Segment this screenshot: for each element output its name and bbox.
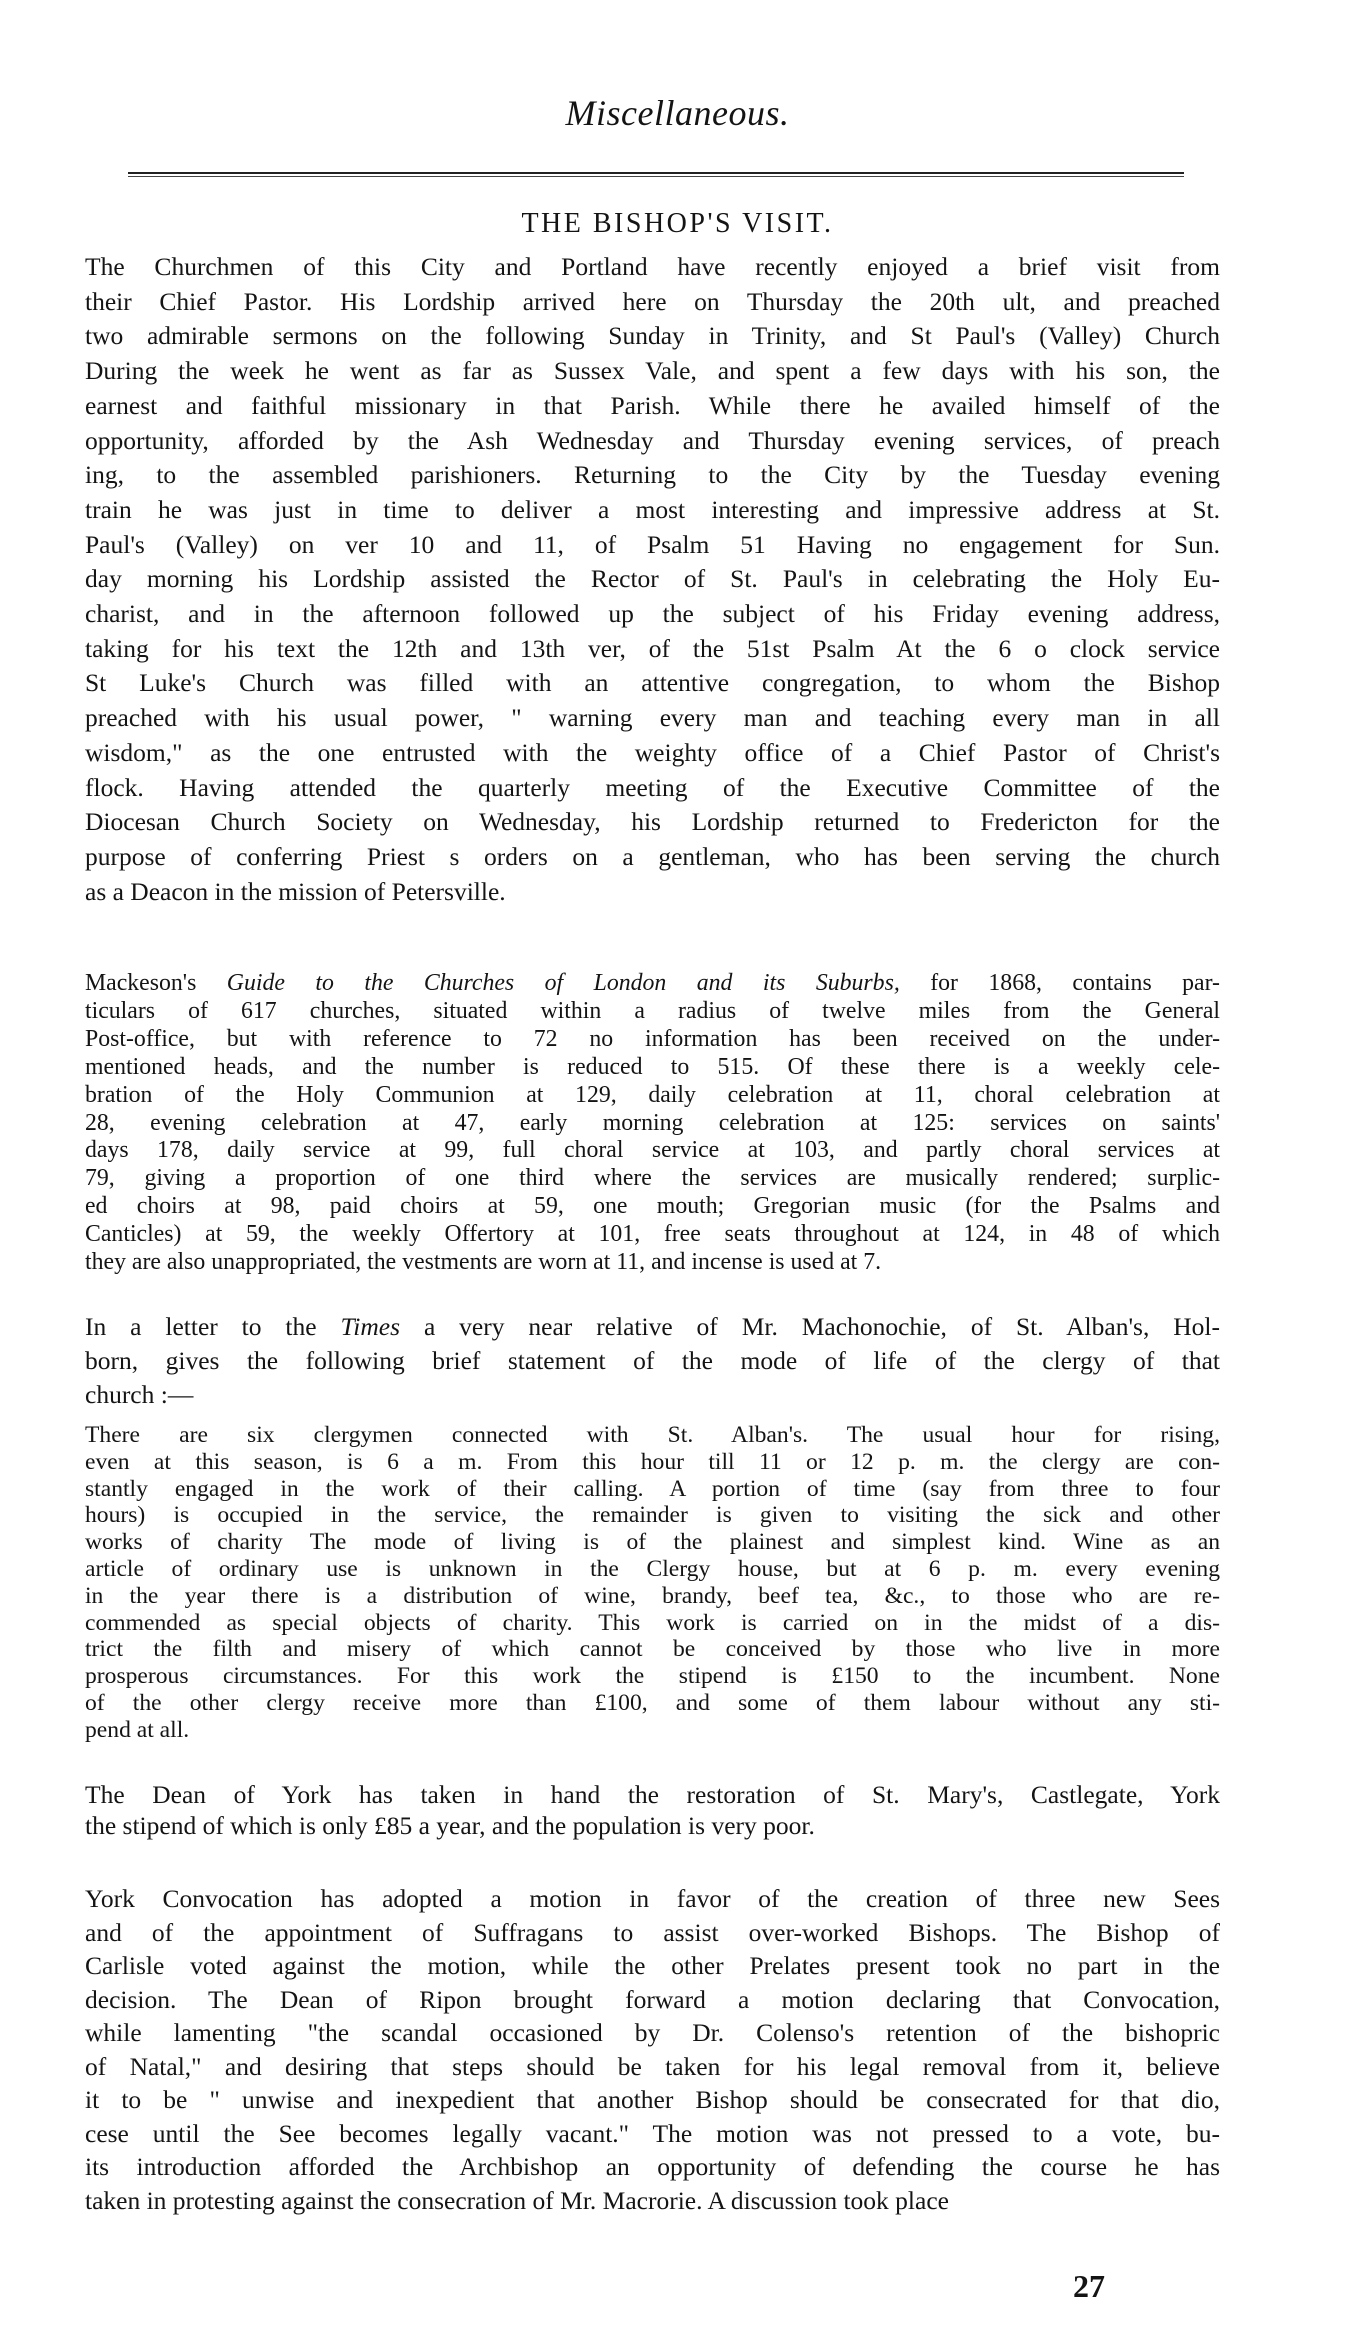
paragraph-line: taken in protesting against the consecration of Mr. Macrorie. A discussion took place <box>85 2185 949 2215</box>
paragraph-line: preached with his usual power, " warning every man and teaching every man in all <box>85 703 1220 733</box>
paragraph-line: they are also unappropriated, the vestments are worn at 11, and incense is used at 7. <box>85 1249 882 1276</box>
paragraph-line: their Chief Pastor. His Lordship arrived here on Thursday the 20th ult, and preached <box>85 286 1220 316</box>
paragraph-line <box>85 970 1220 998</box>
paragraph-line: opportunity, afforded by the Ash Wednesday and Thursday evening services, of preach <box>85 425 1220 455</box>
paragraph-st-albans-statement <box>85 1422 1220 1744</box>
paragraph-line: and of the appointment of Suffragans to assist over-worked Bishops. The Bishop of <box>85 1917 1220 1947</box>
rule-line-thin <box>128 176 1184 177</box>
paragraph-line: Post-office, but with reference to 72 no information has been received on the under- <box>85 1025 1220 1052</box>
header-double-rule <box>128 172 1184 177</box>
paragraph-line: mentioned heads, and the number is reduced to 515. Of these there is a weekly cele- <box>85 1053 1220 1080</box>
paragraph-line: pend at all. <box>85 1716 190 1743</box>
paragraph-line: as a Deacon in the mission of Petersville. <box>85 876 506 906</box>
paragraph-line: The Dean of York has taken in hand the restoration of St. Mary's, Castlegate, York <box>85 1780 1220 1809</box>
paragraph-line: York Convocation has adopted a motion in favor of the creation of three new Sees <box>85 1884 1220 1913</box>
paragraph-line: its introduction afforded the Archbishop an opportunity of defending the course he has <box>85 2152 1220 2181</box>
book-title: Guide to the Churches of London and its Suburbs, <box>226 970 900 996</box>
paragraph-line: prosperous circumstances. For this work the stipend is £150 to the incumbent. None <box>85 1663 1220 1690</box>
running-head: Miscellaneous. <box>565 93 790 133</box>
paragraph-dean-of-york <box>85 1779 1220 1841</box>
text-run: In a letter to the <box>85 1312 341 1341</box>
paragraph-line: Carlisle voted against the motion, while the other Prelates present took no part in the <box>85 1951 1220 1980</box>
text-run: Mackeson's <box>85 970 227 996</box>
page-number: 27 <box>1073 2268 1105 2304</box>
paragraph-mackeson-guide <box>85 970 1220 1277</box>
paragraph-line: born, gives the following brief statement of the mode of life of the clergy of that <box>85 1346 1220 1375</box>
paragraph-line: ed choirs at 98, paid choirs at 59, one mouth; Gregorian music (for the Psalms and <box>85 1193 1220 1220</box>
paragraph-line: ticulars of 617 churches, situated within a radius of twelve miles from the General <box>85 997 1220 1024</box>
paragraph-line: bration of the Holy Communion at 129, daily celebration at 11, choral celebration at <box>85 1081 1220 1108</box>
paragraph-line: purpose of conferring Priest s orders on a gentleman, who has been serving the church <box>85 841 1220 871</box>
paragraph-line: charist, and in the afternoon followed up the subject of his Friday evening address, <box>85 599 1220 629</box>
text-run: for 1868, contains par- <box>899 970 1220 996</box>
paragraph-line: days 178, daily service at 99, full choral service at 103, and partly choral services at <box>85 1137 1220 1164</box>
paragraph-line: train he was just in time to deliver a most interesting and impressive address at St. <box>85 494 1220 524</box>
paragraph-york-convocation <box>85 1882 1220 2217</box>
paragraph-line: flock. Having attended the quarterly meeting of the Executive Committee of the <box>85 772 1220 802</box>
paragraph-line: day morning his Lordship assisted the Rector of St. Paul's in celebrating the Holy Eu- <box>85 564 1220 594</box>
text-run: a very near relative of Mr. Machonochie, of St. Alban's, Hol- <box>400 1312 1220 1341</box>
paragraph-line: Canticles) at 59, the weekly Offertory at 101, free seats throughout at 124, in 48 of which <box>85 1221 1220 1248</box>
paragraph-line: 28, evening celebration at 47, early morning celebration at 125: services on saints' <box>85 1109 1220 1136</box>
paragraph-line: 79, giving a proportion of one third where the services are musically rendered; surplic- <box>85 1165 1220 1192</box>
paragraph-line: earnest and faithful missionary in that Parish. While there he availed himself of the <box>85 390 1220 420</box>
paragraph-times-letter <box>85 1310 1220 1412</box>
paragraph-line: the stipend of which is only £85 a year, and the population is very poor. <box>85 1811 815 1840</box>
paragraph-line: ing, to the assembled parishioners. Returning to the City by the Tuesday evening <box>85 460 1220 490</box>
paragraph-line: commended as special objects of charity. This work is carried on in the midst of a dis- <box>85 1609 1220 1636</box>
paragraph-line: it to be " unwise and inexpedient that another Bishop should be consecrated for that dio, <box>85 2085 1220 2114</box>
paragraph-line: church :— <box>85 1380 194 1409</box>
paragraph-line: decision. The Dean of Ripon brought forward a motion declaring that Convocation, <box>85 1984 1220 2014</box>
paragraph-line: of the other clergy receive more than £100, and some of them labour without any sti- <box>85 1689 1220 1716</box>
paragraph-line: The Churchmen of this City and Portland have recently enjoyed a brief visit from <box>85 252 1220 281</box>
paragraph-line: cese until the See becomes legally vacant." The motion was not pressed to a vote, bu- <box>85 2118 1220 2148</box>
paragraph-line: Diocesan Church Society on Wednesday, his Lordship returned to Fredericton for the <box>85 807 1220 837</box>
paragraph-line: stantly engaged in the work of their calling. A portion of time (say from three to four <box>85 1475 1220 1502</box>
paragraph-line: of Natal," and desiring that steps should be taken for his legal removal from it, believe <box>85 2051 1220 2081</box>
paragraph-line: while lamenting "the scandal occasioned by Dr. Colenso's retention of the bishopric <box>85 2018 1220 2047</box>
paragraph-line: hours) is occupied in the service, the remainder is given to visiting the sick and other <box>85 1502 1220 1529</box>
paragraph-line: wisdom," as the one entrusted with the weighty office of a Chief Pastor of Christ's <box>85 737 1220 767</box>
paragraph-line: taking for his text the 12th and 13th ver, of the 51st Psalm At the 6 o clock service <box>85 633 1220 663</box>
article-title: THE BISHOP'S VISIT. <box>521 208 834 239</box>
paragraph-line: works of charity The mode of living is of the plainest and simplest kind. Wine as an <box>85 1529 1220 1556</box>
paragraph-line: St Luke's Church was filled with an attentive congregation, to whom the Bishop <box>85 668 1220 698</box>
paragraph-line: Paul's (Valley) on ver 10 and 11, of Psalm 51 Having no engagement for Sun. <box>85 529 1220 559</box>
paragraph-line: article of ordinary use is unknown in the Clergy house, but at 6 p. m. every evening <box>85 1555 1220 1582</box>
rule-line-thick <box>128 172 1184 174</box>
paragraph-line: two admirable sermons on the following Sunday in Trinity, and St Paul's (Valley) Church <box>85 321 1220 351</box>
paragraph-bishops-visit <box>85 250 1220 909</box>
paragraph-line <box>85 1310 1220 1344</box>
paragraph-line: even at this season, is 6 a m. From this hour till 11 or 12 p. m. the clergy are con- <box>85 1448 1220 1475</box>
paragraph-line: trict the filth and misery of which cannot be conceived by those who live in more <box>85 1636 1220 1663</box>
paragraph-line: During the week he went as far as Sussex Vale, and spent a few days with his son, the <box>85 356 1220 386</box>
paragraph-line: in the year there is a distribution of wine, brandy, beef tea, &c., to those who are re- <box>85 1582 1220 1609</box>
newspaper-title: Times <box>340 1312 401 1341</box>
paragraph-line: There are six clergymen connected with St. Alban's. The usual hour for rising, <box>85 1422 1220 1448</box>
